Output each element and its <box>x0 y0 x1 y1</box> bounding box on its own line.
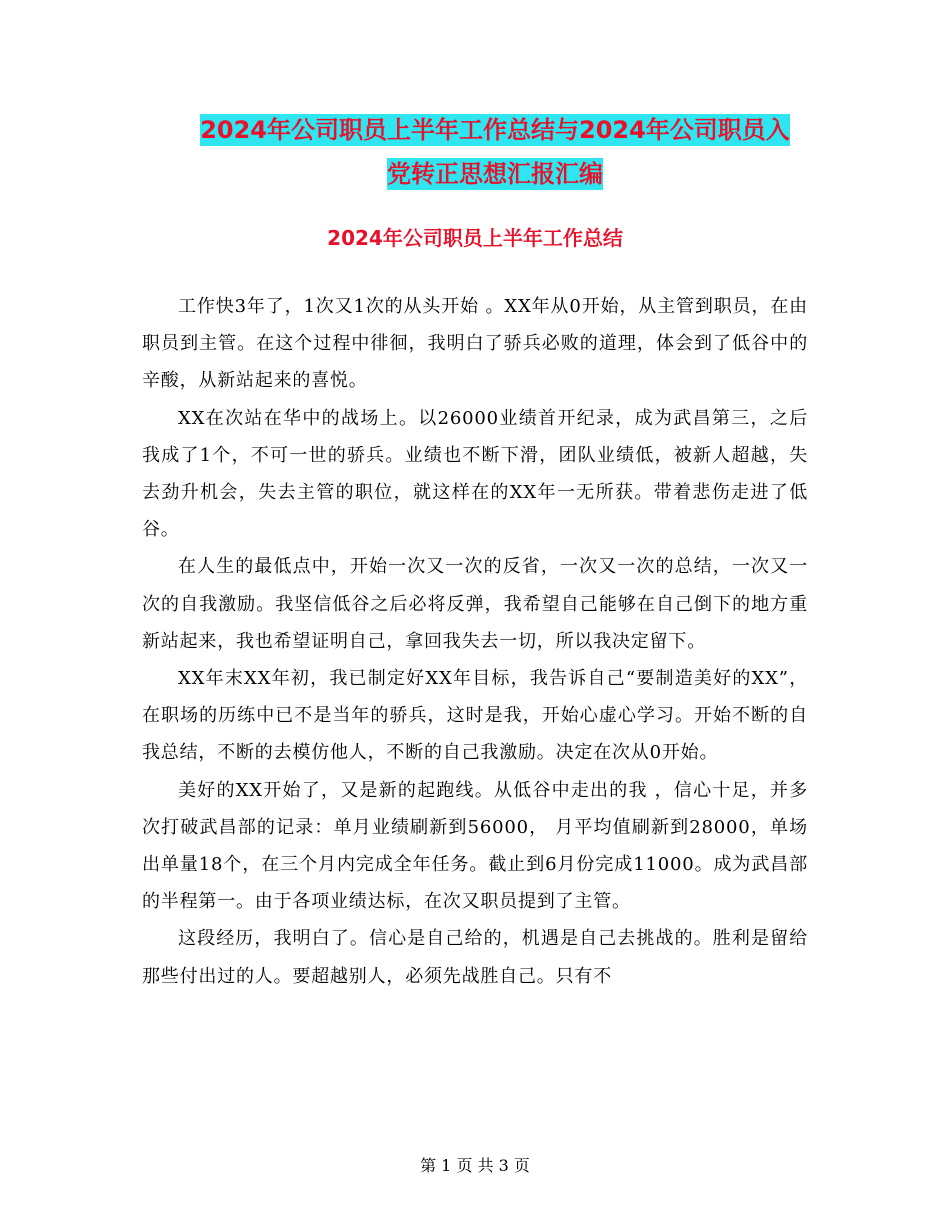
document-title <box>140 108 850 196</box>
paragraph: XX年末XX年初，我已制定好XX年目标，我告诉自己“要制造美好的XX”， 在职场的历练中已不是当年的骄兵，这时是我，开始心虚心学习。开始不断的自我总结，不断的去模仿他人，不断的自己我激励。决定在次从0开始。 <box>142 668 822 764</box>
paragraph: XX在次站在华中的战场上。以26000业绩首开纪录，成为武昌第三，之后我成了1个，不可一世的骄兵。业绩也不断下滑，团队业绩低，被新人超越，失去劲升机会，失去主管的职位，就这样在的XX年一无所获。带着悲伤走进了低谷。 <box>142 407 808 541</box>
section-title: 2024年公司职员上半年工作总结 <box>327 226 623 250</box>
document-title-line-1: 2024年公司职员上半年工作总结与2024年公司职员入 <box>200 116 790 144</box>
paragraph: 工作快3年了，1次又1次的从头开始 。XX年从0开始，从主管到职员，在由职员到主管。在这个过程中徘徊，我明白了骄兵必败的道理，体会到了低谷中的辛酸，从新站起来的喜悦。 <box>142 296 808 392</box>
paragraph: 这段经历，我明白了。信心是自己给的，机遇是自己去挑战的。胜利是留给那些付出过的人。要超越别人，必须先战胜自己。只有不 <box>142 928 808 987</box>
paragraph: 美好的XX开始了，又是新的起跑线。从低谷中走出的我 ，信心十足，并多次打破武昌部的记录：单月业绩刷新到56000， 月平均值刷新到28000，单场出单量18个，在三个月内完成全年任务。截止到6月份完成11000。成为武昌部的半程第一。由于各项业绩达标，在次又职员提到了主管。 <box>142 779 808 913</box>
paragraph: 在人生的最低点中，开始一次又一次的反省，一次又一次的总结，一次又一次的自我激励。我坚信低谷之后必将反弹，我希望自己能够在自己倒下的地方重新站起来，我也希望证明自己，拿回我失去一切，所以我决定留下。 <box>142 556 808 652</box>
page-footer: 第 1 页 共 3 页 <box>420 1156 530 1175</box>
body-text <box>142 288 822 995</box>
document-title-line-2: 党转正思想汇报汇编 <box>387 160 603 188</box>
